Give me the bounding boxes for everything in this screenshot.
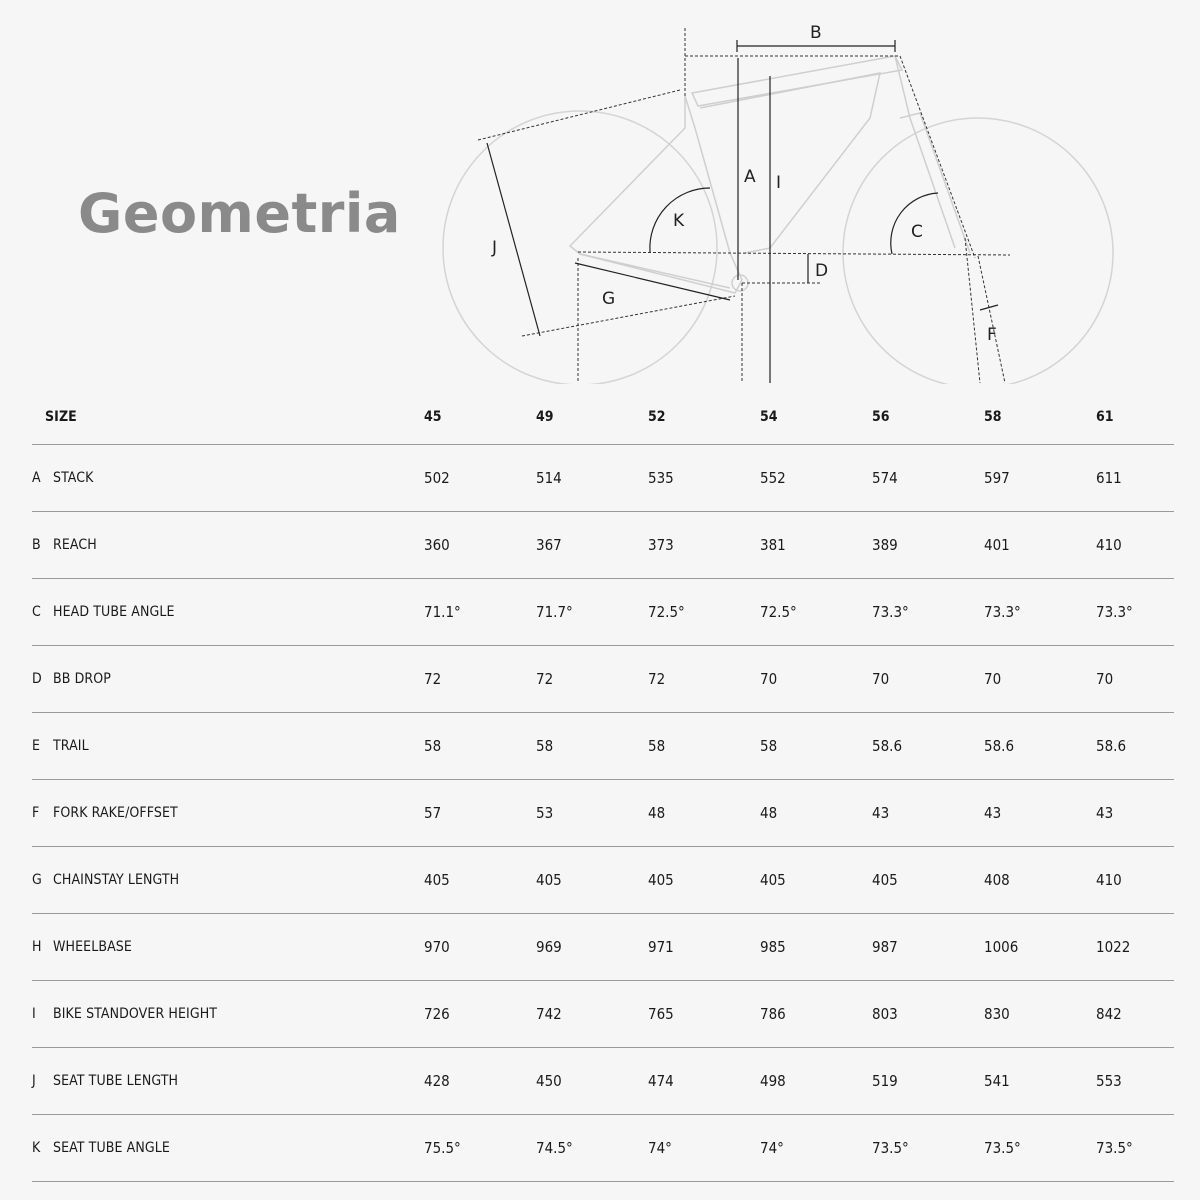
label-b: B: [810, 23, 822, 43]
row-value: 58.6: [1096, 737, 1127, 755]
row-value: 541: [984, 1072, 1010, 1090]
row-value: 75.5°: [424, 1139, 461, 1157]
row-letter: J: [32, 1073, 36, 1089]
row-value: 498: [760, 1072, 786, 1090]
row-label: HEAD TUBE ANGLE: [53, 604, 175, 620]
row-value: 58.6: [872, 737, 903, 755]
row-value: 73.5°: [984, 1139, 1021, 1157]
row-value: 43: [872, 804, 890, 822]
row-value: 803: [872, 1005, 898, 1023]
size-header: SIZE: [45, 409, 77, 425]
row-value: 405: [648, 871, 674, 889]
row-label: STACK: [53, 470, 94, 486]
row-value: 74.5°: [536, 1139, 573, 1157]
row-value: 70: [760, 670, 778, 688]
size-col: 54: [760, 409, 778, 425]
row-value: 58: [760, 737, 778, 755]
row-value: 519: [872, 1072, 898, 1090]
row-value: 574: [872, 469, 898, 487]
row-value: 48: [760, 804, 778, 822]
row-value: 786: [760, 1005, 786, 1023]
row-value: 405: [424, 871, 450, 889]
label-c: C: [911, 222, 923, 242]
row-value: 73.3°: [1096, 603, 1133, 621]
row-value: 70: [984, 670, 1002, 688]
row-value: 58: [648, 737, 666, 755]
label-g: G: [602, 289, 616, 309]
geometry-diagram: [430, 18, 1130, 384]
row-value: 514: [536, 469, 562, 487]
table-header-row: [32, 390, 1174, 445]
table-row: [32, 579, 1174, 646]
row-value: 58: [536, 737, 554, 755]
table-row: [32, 780, 1174, 847]
table-row: [32, 1048, 1174, 1115]
row-value: 553: [1096, 1072, 1122, 1090]
row-letter: E: [32, 738, 40, 754]
row-value: 73.3°: [984, 603, 1021, 621]
row-value: 381: [760, 536, 786, 554]
row-value: 72.5°: [760, 603, 797, 621]
row-value: 405: [760, 871, 786, 889]
row-letter: A: [32, 470, 41, 486]
row-value: 474: [648, 1072, 674, 1090]
row-label: TRAIL: [53, 738, 89, 754]
table-body: [32, 445, 1174, 1182]
row-value: 502: [424, 469, 450, 487]
row-label: BIKE STANDOVER HEIGHT: [53, 1006, 218, 1022]
row-value: 70: [872, 670, 890, 688]
table-row: [32, 713, 1174, 780]
table-row: [32, 646, 1174, 713]
row-value: 73.3°: [872, 603, 909, 621]
size-col: 58: [984, 409, 1002, 425]
row-label: REACH: [53, 537, 97, 553]
row-letter: F: [32, 805, 40, 821]
row-value: 742: [536, 1005, 562, 1023]
row-value: 48: [648, 804, 666, 822]
row-value: 72: [536, 670, 554, 688]
label-d: D: [815, 261, 829, 281]
row-value: 405: [536, 871, 562, 889]
table-row: [32, 512, 1174, 579]
row-value: 373: [648, 536, 674, 554]
row-value: 401: [984, 536, 1010, 554]
dimension-lines: [478, 28, 1010, 383]
row-label: SEAT TUBE LENGTH: [53, 1073, 179, 1089]
bike-geometry-svg: [430, 18, 1130, 384]
size-col: 52: [648, 409, 666, 425]
row-letter: G: [32, 872, 42, 888]
label-f: F: [987, 325, 997, 345]
table-row: [32, 981, 1174, 1048]
row-value: 597: [984, 469, 1010, 487]
row-value: 58: [424, 737, 442, 755]
label-j: J: [492, 238, 498, 258]
row-value: 842: [1096, 1005, 1122, 1023]
geometry-table: [32, 390, 1174, 1182]
size-col: 49: [536, 409, 554, 425]
row-label: BB DROP: [53, 671, 111, 687]
row-value: 71.7°: [536, 603, 573, 621]
row-value: 552: [760, 469, 786, 487]
table-row: [32, 847, 1174, 914]
row-value: 53: [536, 804, 554, 822]
row-value: 74°: [760, 1139, 784, 1157]
row-value: 72: [648, 670, 666, 688]
table-row: [32, 1115, 1174, 1182]
row-value: 971: [648, 938, 674, 956]
row-letter: C: [32, 604, 41, 620]
table-row: [32, 914, 1174, 981]
row-value: 408: [984, 871, 1010, 889]
size-col: 61: [1096, 409, 1114, 425]
row-value: 765: [648, 1005, 674, 1023]
row-value: 970: [424, 938, 450, 956]
row-letter: H: [32, 939, 42, 955]
row-label: SEAT TUBE ANGLE: [53, 1140, 170, 1156]
row-value: 450: [536, 1072, 562, 1090]
row-value: 360: [424, 536, 450, 554]
row-value: 985: [760, 938, 786, 956]
row-value: 43: [984, 804, 1002, 822]
size-col: 45: [424, 409, 442, 425]
row-value: 726: [424, 1005, 450, 1023]
row-letter: K: [32, 1140, 41, 1156]
table-row: [32, 445, 1174, 512]
row-value: 410: [1096, 536, 1122, 554]
row-value: 611: [1096, 469, 1122, 487]
row-value: 58.6: [984, 737, 1015, 755]
row-label: WHEELBASE: [53, 939, 132, 955]
page-title: Geometria: [78, 182, 401, 245]
row-value: 74°: [648, 1139, 672, 1157]
dimension-arrows: [487, 40, 998, 383]
row-value: 43: [1096, 804, 1114, 822]
row-value: 71.1°: [424, 603, 461, 621]
label-a: A: [744, 167, 756, 187]
label-k: K: [673, 211, 685, 231]
row-value: 1022: [1096, 938, 1131, 956]
row-value: 830: [984, 1005, 1010, 1023]
row-letter: D: [32, 671, 42, 687]
row-value: 428: [424, 1072, 450, 1090]
row-value: 535: [648, 469, 674, 487]
row-label: FORK RAKE/OFFSET: [53, 805, 178, 821]
row-value: 1006: [984, 938, 1019, 956]
row-letter: B: [32, 537, 41, 553]
row-value: 969: [536, 938, 562, 956]
row-value: 57: [424, 804, 442, 822]
row-value: 72: [424, 670, 442, 688]
row-value: 73.5°: [872, 1139, 909, 1157]
row-value: 367: [536, 536, 562, 554]
row-label: CHAINSTAY LENGTH: [53, 872, 180, 888]
size-col: 56: [872, 409, 890, 425]
row-value: 389: [872, 536, 898, 554]
row-value: 70: [1096, 670, 1114, 688]
row-value: 72.5°: [648, 603, 685, 621]
rear-wheel: [443, 111, 717, 384]
row-value: 405: [872, 871, 898, 889]
front-wheel: [843, 118, 1113, 384]
row-letter: I: [32, 1006, 36, 1022]
row-value: 987: [872, 938, 898, 956]
row-value: 410: [1096, 871, 1122, 889]
label-i: I: [776, 173, 782, 193]
row-value: 73.5°: [1096, 1139, 1133, 1157]
